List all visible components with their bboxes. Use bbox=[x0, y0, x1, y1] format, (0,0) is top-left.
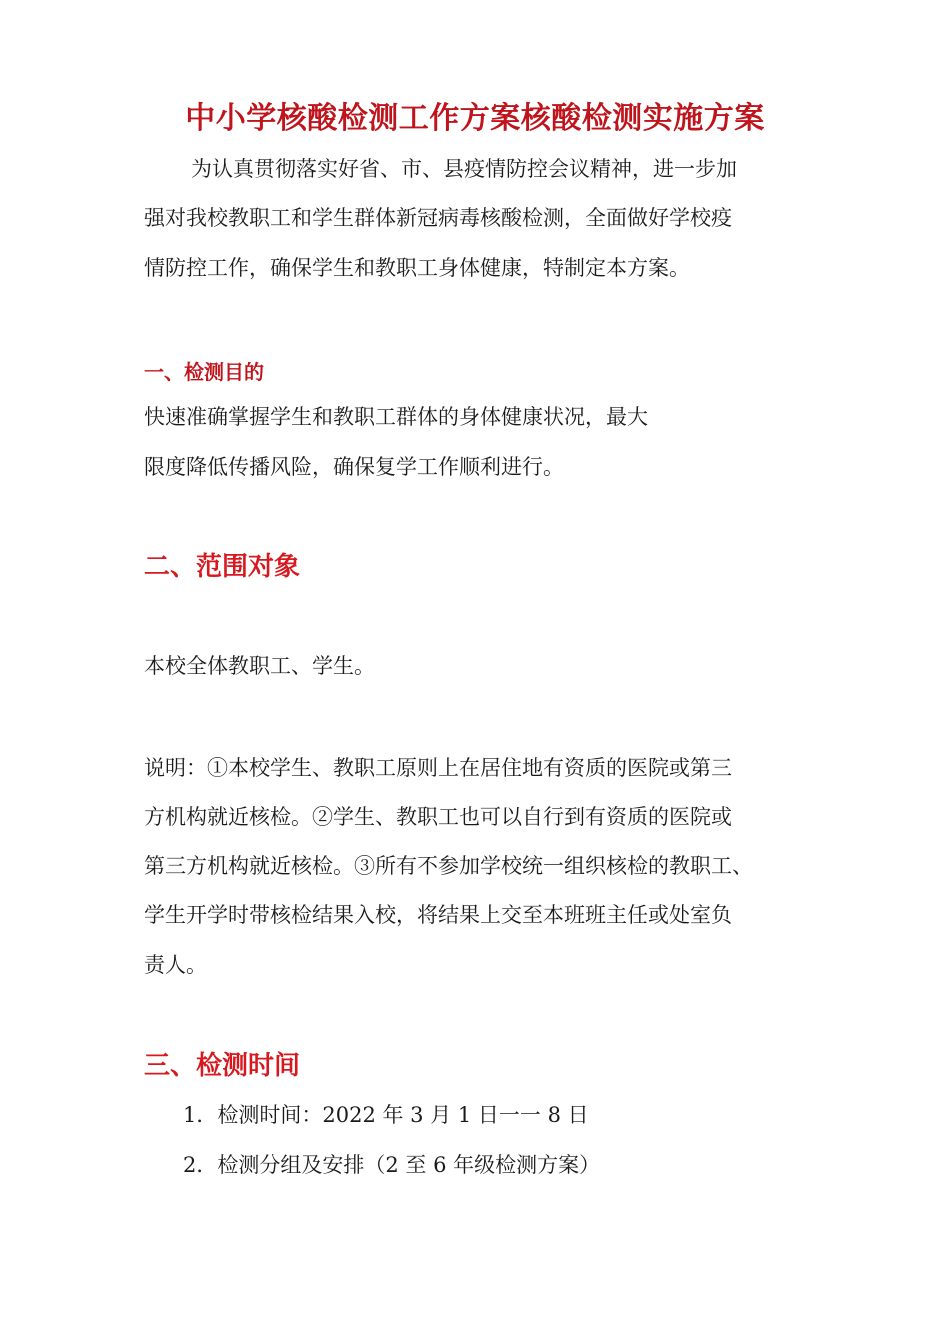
section1-line-1: 快速准确掌握学生和教职工群体的身体健康状况，最大 bbox=[144, 405, 648, 429]
note-line-5: 责人。 bbox=[144, 953, 207, 977]
section3-heading: 三、检测时间 bbox=[144, 1051, 301, 1081]
note-line-4: 学生开学时带核检结果入校，将结果上交至本班班主任或处室负 bbox=[144, 903, 732, 927]
intro-line-3: 情防控工作，确保学生和教职工身体健康，特制定本方案。 bbox=[144, 256, 690, 280]
section3-item-2: 2．检测分组及安排（2 至 6 年级检测方案） bbox=[183, 1153, 601, 1177]
section1-heading: 一、检测目的 bbox=[144, 360, 264, 384]
document-title: 中小学核酸检测工作方案核酸检测实施方案 bbox=[185, 101, 765, 136]
section2-scope: 本校全体教职工、学生。 bbox=[144, 654, 375, 678]
note-line-3: 第三方机构就近核检。③所有不参加学校统一组织核检的教职工、 bbox=[144, 854, 753, 878]
section2-heading: 二、范围对象 bbox=[144, 552, 301, 582]
note-line-2: 方机构就近核检。②学生、教职工也可以自行到有资质的医院或 bbox=[144, 805, 732, 829]
section1-line-2: 限度降低传播风险，确保复学工作顺利进行。 bbox=[144, 455, 564, 479]
note-line-1: 说明：①本校学生、教职工原则上在居住地有资质的医院或第三 bbox=[144, 756, 732, 780]
intro-line-2: 强对我校教职工和学生群体新冠病毒核酸检测，全面做好学校疫 bbox=[144, 206, 732, 230]
intro-line-1: 为认真贯彻落实好省、市、县疫情防控会议精神，进一步加 bbox=[191, 157, 737, 181]
section3-item-1: 1．检测时间：2022 年 3 月 1 日一一 8 日 bbox=[183, 1103, 589, 1127]
